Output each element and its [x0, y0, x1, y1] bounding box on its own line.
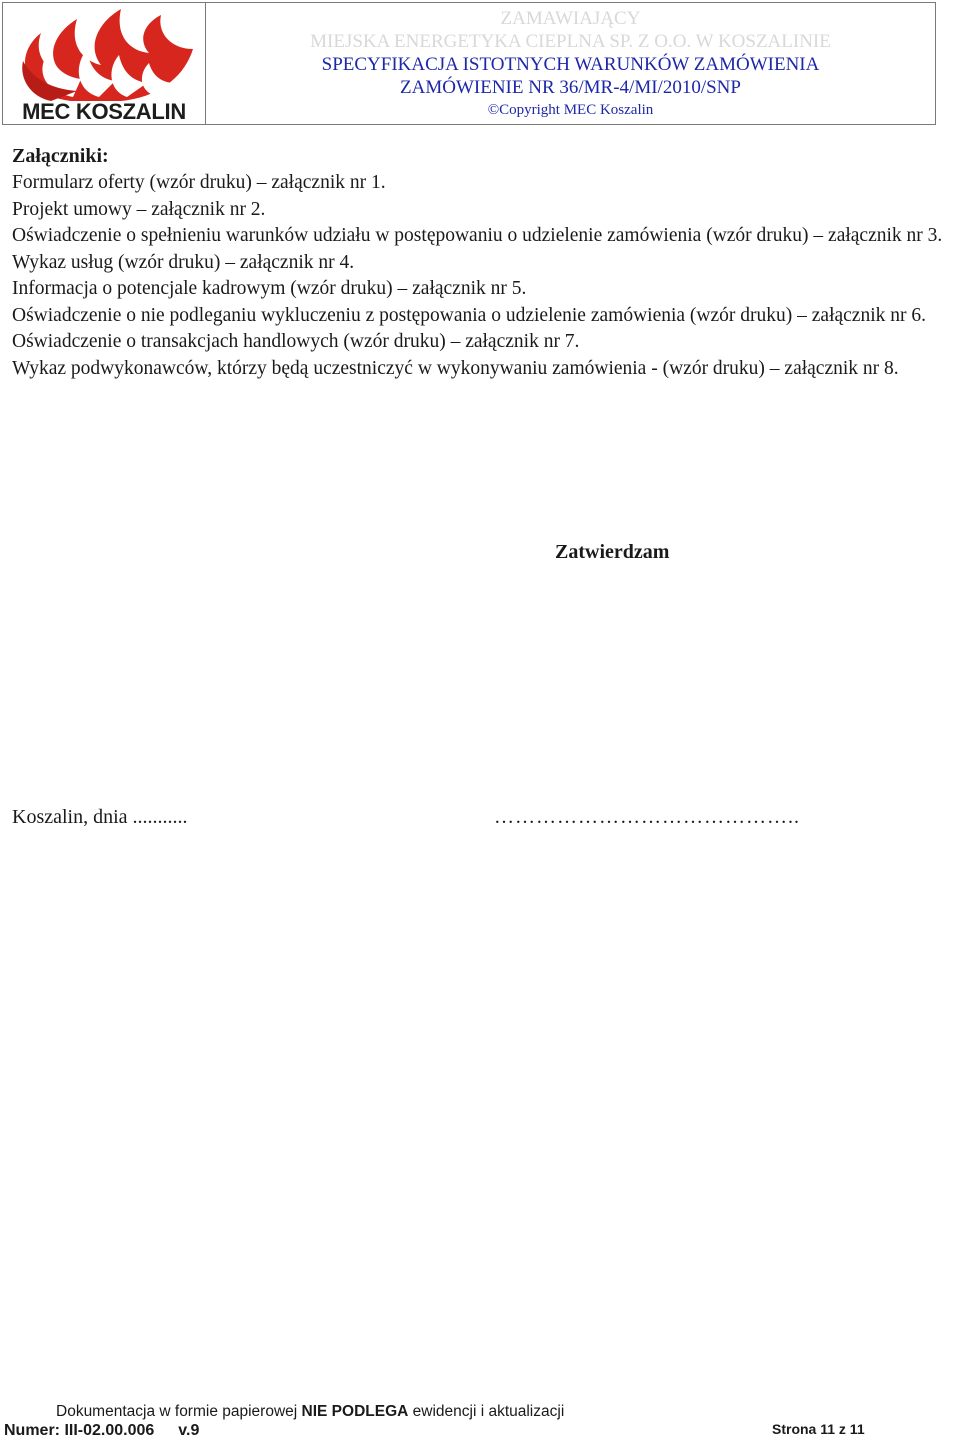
footer-note-suffix: ewidencji i aktualizacji: [408, 1403, 565, 1420]
document-number-text: Numer: III-02.00.006: [4, 1422, 155, 1439]
document-number: [4, 1422, 199, 1440]
attachment-item: Wykaz usług (wzór druku) – załącznik nr 4.: [12, 251, 355, 273]
flame-logo-icon: [11, 5, 201, 103]
attachments-title: Załączniki:: [12, 145, 109, 167]
company-logo: [3, 3, 206, 124]
attachments-list: [12, 170, 956, 382]
header-copyright: ©Copyright MEC Koszalin: [487, 102, 654, 118]
page-number: Strona 11 z 11: [772, 1421, 865, 1437]
attachment-item: Formularz oferty (wzór druku) – załącznik nr 1.: [12, 172, 386, 193]
header-title-block: [206, 7, 935, 122]
footer-note-emphasis: NIE PODLEGA: [301, 1403, 409, 1420]
attachment-item: Informacja o potencjale kadrowym (wzór druku) – załącznik nr 5.: [12, 278, 527, 299]
document-header: [2, 2, 936, 125]
attachments-section: [12, 143, 956, 382]
header-line-company: MIEJSKA ENERGETYKA CIEPLNA SP. Z O.O. W KOSZALINIE: [310, 31, 831, 52]
header-line-specification: SPECYFIKACJA ISTOTNYCH WARUNKÓW ZAMÓWIENIA: [321, 54, 820, 75]
place-date-field: Koszalin, dnia ...........: [12, 806, 188, 828]
attachment-item: Oświadczenie o nie podleganiu wykluczeniu z postępowania o udzielenie zamówienia (wzór druku) – załącznik nr 6.: [12, 304, 926, 326]
header-line-ordering-party: ZAMAWIAJĄCY: [500, 8, 641, 29]
logo-text: MEC KOSZALIN: [22, 99, 186, 124]
attachment-item: Oświadczenie o transakcjach handlowych (wzór druku) – załącznik nr 7.: [12, 331, 580, 352]
attachment-item: Wykaz podwykonawców, którzy będą uczestniczyć w wykonywaniu zamówienia - (wzór druku) – załącznik nr 8.: [12, 357, 899, 379]
signature-line: ……………………………………..: [494, 806, 800, 828]
document-version: v.9: [178, 1422, 200, 1439]
attachment-item: Projekt umowy – załącznik nr 2.: [12, 198, 266, 220]
attachment-item: Oświadczenie o spełnieniu warunków udziału w postępowaniu o udzielenie zamówienia (wzór druku) – załącznik nr 3.: [12, 225, 943, 246]
footer-note: [56, 1403, 564, 1421]
header-line-order-number: ZAMÓWIENIE NR 36/MR-4/MI/2010/SNP: [400, 77, 741, 98]
approval-label: Zatwierdzam: [555, 541, 670, 563]
footer-note-prefix: Dokumentacja w formie papierowej: [56, 1403, 302, 1420]
